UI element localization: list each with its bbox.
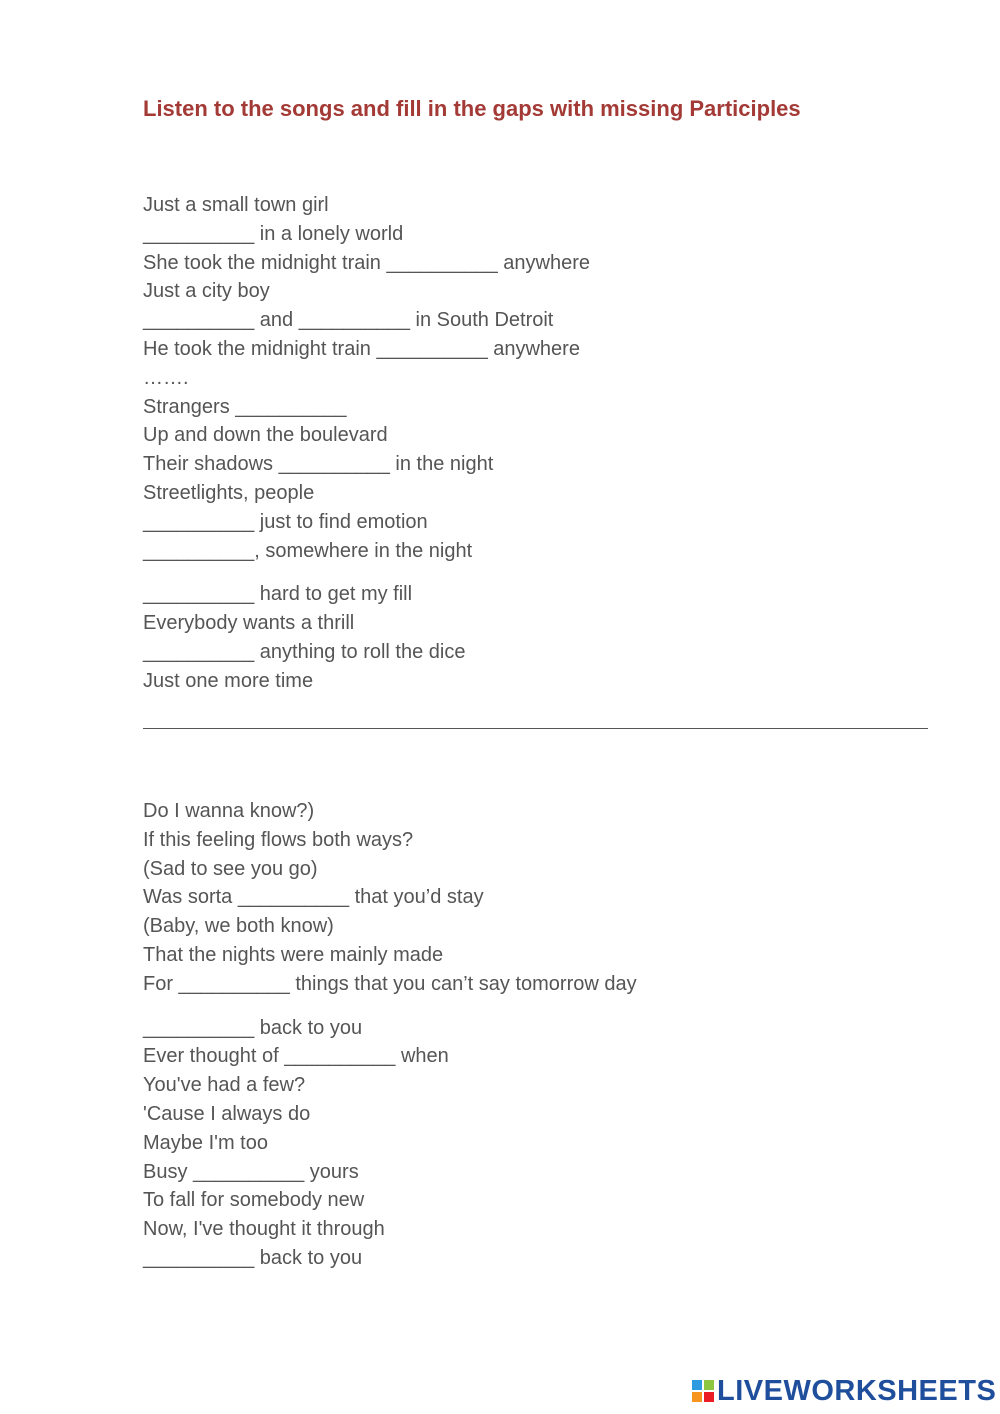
lyric-line: Streetlights, people xyxy=(143,481,315,504)
lyric-line: Strangers __________ xyxy=(143,395,347,418)
lyric-line: That the nights were mainly made xyxy=(143,943,444,966)
lyric-line: Just one more time xyxy=(143,669,314,692)
lyric-line: Busy __________ yours xyxy=(143,1160,359,1183)
lyric-line: Up and down the boulevard xyxy=(143,424,388,447)
lyric-line: Maybe I'm too xyxy=(143,1131,268,1154)
lyric-line: Now, I've thought it through xyxy=(143,1218,385,1241)
lyric-line: __________ just to find emotion xyxy=(143,510,428,533)
lyric-line: For __________ things that you can’t say tomorrow day xyxy=(143,972,637,995)
lyric-line: ……. xyxy=(143,366,189,389)
lyric-line: 'Cause I always do xyxy=(143,1102,311,1125)
liveworksheets-logo-icon xyxy=(692,1380,714,1402)
lyric-line: Was sorta __________ that you’d stay xyxy=(143,886,484,909)
worksheet-title: Listen to the songs and fill in the gaps with missing Participles xyxy=(143,96,801,121)
lyric-line: __________ back to you xyxy=(143,1016,363,1039)
lyric-line: Do I wanna know?) xyxy=(143,800,315,822)
lyric-line: Just a small town girl xyxy=(143,194,329,216)
lyric-line: __________ in a lonely world xyxy=(143,222,404,245)
lyric-line: Ever thought of __________ when xyxy=(143,1045,449,1068)
song2-lyrics xyxy=(143,797,943,1273)
lyric-line: (Baby, we both know) xyxy=(143,915,334,938)
lyric-line: He took the midnight train __________ anywhere xyxy=(143,337,580,360)
song-divider xyxy=(143,728,928,729)
lyric-line: __________ and __________ in South Detroit xyxy=(143,309,554,332)
logo-text: LIVEWORKSHEETS xyxy=(717,1374,997,1407)
lyric-line: Everybody wants a thrill xyxy=(143,612,355,635)
lyric-line: You've had a few? xyxy=(143,1074,306,1097)
lyric-line: She took the midnight train __________ anywhere xyxy=(143,251,590,274)
lyric-line: __________ back to you xyxy=(143,1246,363,1269)
lyric-line: __________, somewhere in the night xyxy=(143,539,473,562)
lyric-line: Their shadows __________ in the night xyxy=(143,453,494,476)
lyric-line: If this feeling flows both ways? xyxy=(143,828,414,851)
liveworksheets-logo xyxy=(692,1374,996,1408)
lyric-line: __________ hard to get my fill xyxy=(143,583,413,606)
lyric-line: To fall for somebody new xyxy=(143,1189,365,1212)
lyric-line: Just a city boy xyxy=(143,280,270,303)
song1-lyrics xyxy=(143,191,943,696)
lyric-line: (Sad to see you go) xyxy=(143,857,318,880)
lyric-line: __________ anything to roll the dice xyxy=(143,640,466,663)
